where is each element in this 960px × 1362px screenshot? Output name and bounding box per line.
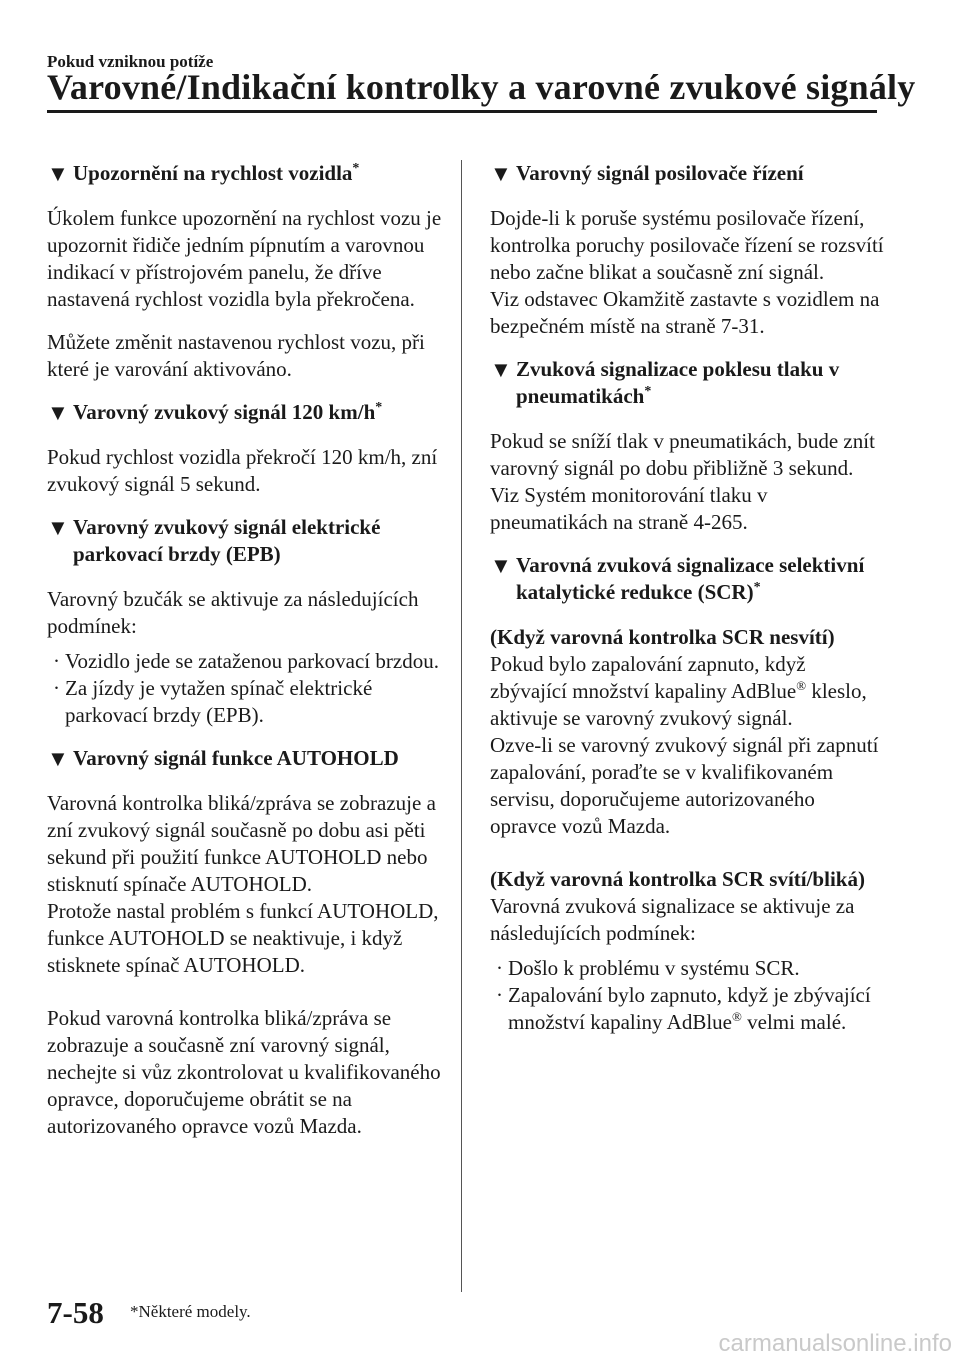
triangle-down-icon: ▼ [47, 746, 69, 771]
bullet-list [490, 955, 885, 1036]
heading-autohold-warning: ▼ Varovný signál funkce AUTOHOLD [47, 746, 399, 771]
header-rule [47, 110, 877, 113]
triangle-down-icon: ▼ [490, 161, 512, 186]
triangle-down-icon: ▼ [47, 161, 69, 186]
page-number: 7-58 [47, 1295, 104, 1330]
heading-epb-warning: ▼ Varovný zvukový signál elektrické parkovací brzdy (EPB) [47, 515, 381, 566]
list-item: · Za jízdy je vytažen spínač elektrické parkovací brzdy (EPB). [53, 676, 373, 727]
paragraph: Ozve-li se varovný zvukový signál při zapnutí zapalování, poraďte se v kvalifikovaném servisu, doporučujeme autorizovaného opravce vozů Mazda. [490, 733, 879, 838]
page-title: Varovné/Indikační kontrolky a varovné zvukové signály [47, 67, 916, 107]
heading-tire-pressure-warning: ▼ Zvuková signalizace poklesu tlaku v pneumatikách* [490, 357, 840, 408]
paragraph: Varovný bzučák se aktivuje za následujících podmínek: [47, 587, 419, 638]
chapter-title: Pokud vzniknou potíže [47, 52, 214, 71]
paragraph: Můžete změnit nastavenou rychlost vozu, při které je varování aktivováno. [47, 330, 425, 381]
paragraph: Varovná zvuková signalizace se aktivuje za následujících podmínek: [490, 894, 855, 945]
list-item: · Vozidlo jede se zataženou parkovací brzdou. [53, 649, 439, 673]
triangle-down-icon: ▼ [47, 400, 69, 425]
heading-speed-alert: ▼ Upozornění na rychlost vozidla* [47, 161, 360, 186]
paragraph: Pokud se sníží tlak v pneumatikách, bude znít varovný signál po dobu přibližně 3 sekund. [490, 429, 875, 480]
watermark: carmanualsonline.info [718, 1330, 952, 1357]
triangle-down-icon: ▼ [47, 515, 69, 540]
column-divider [461, 160, 462, 1292]
bullet-list [47, 648, 442, 729]
heading-power-steering-warning: ▼ Varovný signál posilovače řízení [490, 161, 804, 186]
paragraph: Protože nastal problém s funkcí AUTOHOLD, funkce AUTOHOLD se neaktivuje, i když stisknete spínač AUTOHOLD. [47, 899, 439, 977]
paragraph: Pokud rychlost vozidla překročí 120 km/h, zní zvukový signál 5 sekund. [47, 445, 438, 496]
list-item: · Došlo k problému v systému SCR. [496, 956, 800, 980]
paragraph: Dojde-li k poruše systému posilovače řízení, kontrolka poruchy posilovače řízení se rozsvítí nebo začne blikat a současně zní signál. [490, 206, 884, 284]
footnote: *Některé modely. [130, 1302, 251, 1321]
heading-120kmh-warning: ▼ Varovný zvukový signál 120 km/h* [47, 400, 383, 425]
paragraph: Viz Systém monitorování tlaku v pneumatikách na straně 4-265. [490, 483, 768, 534]
subheading: (Když varovná kontrolka SCR nesvítí) [490, 625, 835, 649]
left-column [47, 160, 442, 1156]
triangle-down-icon: ▼ [490, 553, 512, 578]
paragraph: Varovná kontrolka bliká/zpráva se zobrazuje a zní zvukový signál současně po dobu asi pěti sekund při použití funkce AUTOHOLD nebo stisknutí spínače AUTOHOLD. [47, 791, 436, 896]
triangle-down-icon: ▼ [490, 357, 512, 382]
paragraph: Úkolem funkce upozornění na rychlost vozu je upozornit řidiče jedním pípnutím a varovnou indikací v přístrojovém panelu, že dříve nastavená rychlost vozidla byla překročena. [47, 206, 442, 311]
paragraph: Pokud bylo zapalování zapnuto, když zbývající množství kapaliny AdBlue® kleslo, aktivuje se varovný zvukový signál. [490, 652, 867, 730]
right-column [490, 160, 885, 1052]
list-item: · Zapalování bylo zapnuto, když je zbývající množství kapaliny AdBlue® velmi malé. [496, 983, 871, 1034]
heading-scr-warning: ▼ Varovná zvuková signalizace selektivní katalytické redukce (SCR)* [490, 553, 865, 604]
paragraph: Viz odstavec Okamžitě zastavte s vozidlem na bezpečném místě na straně 7-31. [490, 287, 880, 338]
paragraph: Pokud varovná kontrolka bliká/zpráva se zobrazuje a současně zní varovný signál, nechejte si vůz zkontrolovat u kvalifikovaného opravce, doporučujeme obrátit se na autorizovaného opravce vozů Mazda. [47, 1006, 441, 1138]
subheading: (Když varovná kontrolka SCR svítí/bliká) [490, 867, 865, 891]
